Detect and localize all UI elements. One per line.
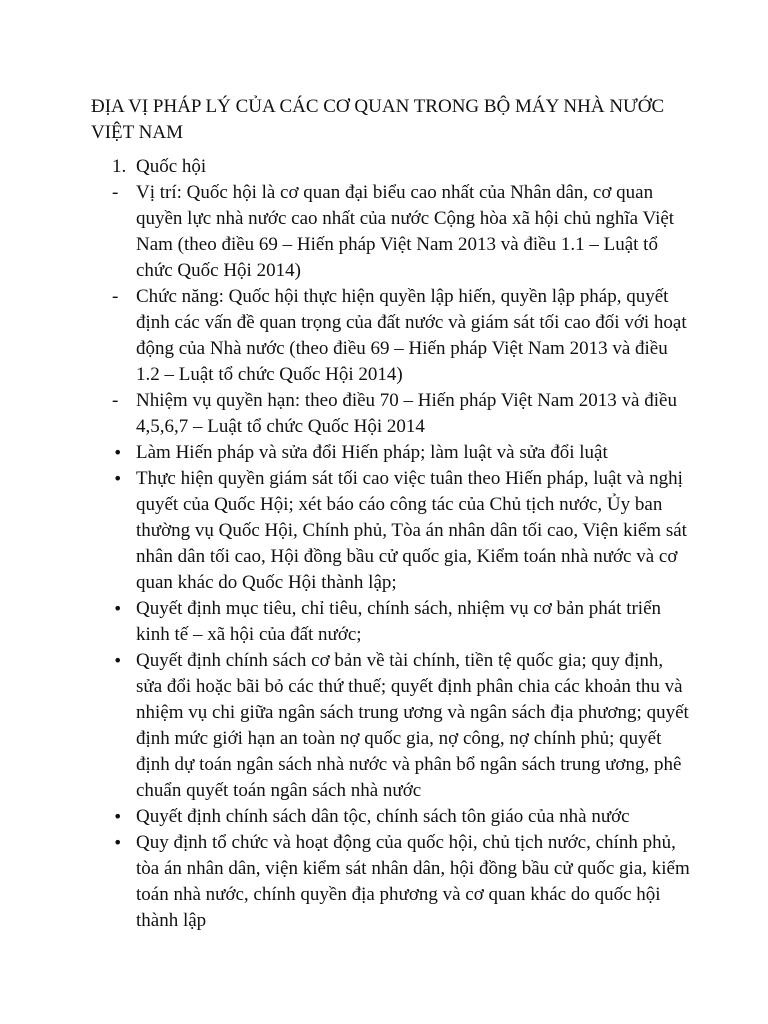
- bullet-marker: •: [113, 833, 123, 852]
- dash-marker: -: [112, 182, 119, 203]
- bullet-item: [91, 648, 691, 804]
- list-item-text: Nhiệm vụ quyền hạn: theo điều 70 – Hiến pháp Việt Nam 2013 và điều 4,5,6,7 – Luật tổ chức Quốc Hội 2014: [136, 390, 677, 437]
- bullet-item-text: Quyết định chính sách dân tộc, chính sách tôn giáo của nhà nước: [136, 806, 630, 827]
- bullet-item: [91, 596, 691, 648]
- list-item-vi-tri: [91, 180, 691, 284]
- list-item-text: Vị trí: Quốc hội là cơ quan đại biểu cao nhất của Nhân dân, cơ quan quyền lực nhà nước cao nhất của nước Cộng hòa xã hội chủ nghĩa Việt Nam (theo điều 69 – Hiến pháp Việt Nam 2013 và điều 1.1 – Luật tổ chức Quốc Hội 2014): [136, 182, 675, 281]
- bullet-item-text: Quyết định mục tiêu, chỉ tiêu, chính sách, nhiệm vụ cơ bản phát triển kinh tế – xã hội của đất nước;: [136, 598, 662, 645]
- bullet-item: [91, 804, 691, 830]
- bullet-item: [91, 466, 691, 596]
- list-item-nhiem-vu: [91, 388, 691, 440]
- dash-marker: -: [112, 286, 119, 307]
- bullet-item-text: Quy định tổ chức và hoạt động của quốc hội, chủ tịch nước, chính phủ, tòa án nhân dân, viện kiểm sát nhân dân, hội đồng bầu cử quốc gia, kiểm toán nhà nước, chính quyền địa phương và cơ quan khác do quốc hội thành lập: [136, 832, 690, 931]
- section-heading-text: Quốc hội: [136, 156, 207, 177]
- bullet-marker: •: [113, 469, 123, 488]
- bullet-item-text: Thực hiện quyền giám sát tối cao việc tuân theo Hiến pháp, luật và nghị quyết của Quốc Hội; xét báo cáo công tác của Chủ tịch nước, Ủy ban thường vụ Quốc Hội, Chính phủ, Tòa án nhân dân tối cao, Viện kiểm sát nhân dân tối cao, Hội đồng bầu cử quốc gia, Kiểm toán nhà nước và cơ quan khác do Quốc Hội thành lập;: [136, 468, 687, 593]
- bullet-item: [91, 440, 691, 466]
- bullet-item: [91, 830, 691, 934]
- document-content: [91, 154, 691, 934]
- list-item-chuc-nang: [91, 284, 691, 388]
- bullet-item-text: Quyết định chính sách cơ bản về tài chính, tiền tệ quốc gia; quy định, sửa đổi hoặc bãi bỏ các thứ thuế; quyết định phân chia các khoản thu và nhiệm vụ chi giữa ngân sách trung ương và ngân sách địa phương; quyết định mức giới hạn an toàn nợ quốc gia, nợ công, nợ chính phủ; quyết định dự toán ngân sách nhà nước và phân bổ ngân sách trung ương, phê chuẩn quyết toán ngân sách nhà nước: [136, 650, 689, 801]
- bullet-marker: •: [113, 807, 123, 826]
- bullet-marker: •: [113, 443, 123, 462]
- list-item-text: Chức năng: Quốc hội thực hiện quyền lập hiến, quyền lập pháp, quyết định các vấn đề quan trọng của đất nước và giám sát tối cao đối với hoạt động của Nhà nước (theo điều 69 – Hiến pháp Việt Nam 2013 và điều 1.2 – Luật tổ chức Quốc Hội 2014): [136, 286, 687, 385]
- section-heading-quoc-hoi: [91, 154, 691, 180]
- document-title: ĐỊA VỊ PHÁP LÝ CỦA CÁC CƠ QUAN TRONG BỘ MÁY NHÀ NƯỚC VIỆT NAM: [91, 96, 665, 143]
- bullet-marker: •: [113, 651, 123, 670]
- dash-marker: -: [112, 390, 119, 411]
- bullet-item-text: Làm Hiến pháp và sửa đổi Hiến pháp; làm luật và sửa đổi luật: [136, 442, 608, 463]
- section-number: 1.: [112, 156, 127, 177]
- bullet-marker: •: [113, 599, 123, 618]
